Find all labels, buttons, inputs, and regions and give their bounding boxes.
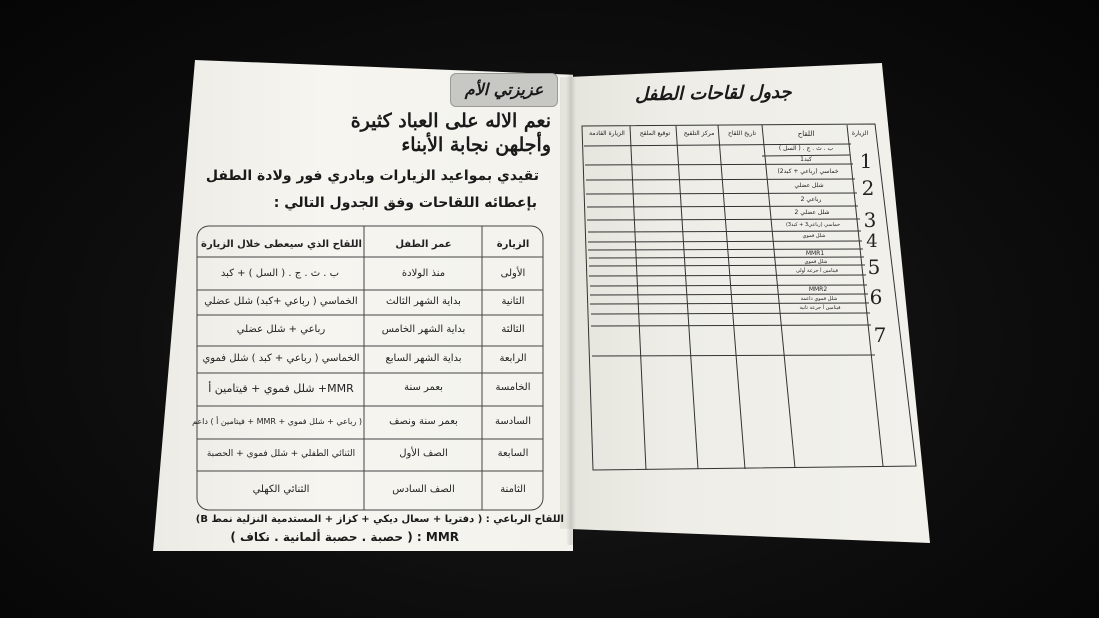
visit-number-2: 2 — [861, 176, 875, 200]
vaccine-cell-6: شلل عضلي 2 — [794, 209, 830, 216]
row-8-vaccine: الثنائي الكهلي — [252, 484, 310, 495]
header-visit: الزيارة — [496, 239, 530, 250]
vaccine-cell-14: فيتامين أ جرعة ثانية — [799, 305, 841, 311]
visit-number-7: 7 — [873, 323, 887, 347]
vaccine-cell-2: كبد1 — [800, 156, 812, 163]
visit-number-6: 6 — [869, 285, 883, 309]
vaccine-cell-11: فيتامين أ جرعة أولى — [795, 268, 839, 274]
record-header-next-visit: الزيارة القادمة — [589, 130, 625, 137]
vaccine-cell-13: شلل فموي داعمة — [800, 296, 838, 302]
record-header-signature: توقيع الملقح — [639, 130, 671, 137]
visit-number-1: 1 — [859, 149, 873, 173]
visit-number-3: 3 — [863, 208, 877, 232]
intro-line-2: بإعطائه اللقاحات وفق الجدول التالي : — [273, 195, 537, 211]
row-7-vaccine: الثنائي الطفلي + شلل فموي + الحصبة — [206, 449, 356, 459]
visit-number-4: 4 — [866, 231, 878, 252]
row-2-age: بداية الشهر الثالث — [386, 296, 461, 307]
row-6-visit: السادسة — [495, 416, 531, 427]
row-6-age: بعمر سنة ونصف — [389, 416, 458, 427]
footnote-mmr: MMR : ( حصبة . حصبة ألمانية . نكاف ) — [230, 530, 459, 544]
header-age: عمر الطفل — [395, 239, 452, 250]
row-7-visit: السابعة — [497, 448, 529, 459]
vaccine-cell-9: MMR1 — [805, 250, 825, 257]
row-4-visit: الرابعة — [499, 353, 527, 364]
row-4-age: بداية الشهر السابع — [385, 353, 462, 364]
intro-line-1: تقيدي بمواعيد الزيارات وبادري فور ولادة الطفل — [205, 168, 539, 184]
vaccine-cell-5: رباعي 2 — [800, 196, 822, 203]
visit-number-5: 5 — [867, 255, 881, 279]
row-5-age: بعمر سنة — [404, 382, 443, 393]
row-1-visit: الأولى — [500, 268, 526, 279]
vaccine-cell-4: شلل عضلي — [794, 182, 824, 189]
vaccine-cell-12: MMR2 — [808, 286, 828, 293]
row-8-age: الصف السادس — [392, 484, 455, 495]
vaccine-cell-8: شلل فموي — [802, 233, 826, 239]
vaccine-cell-3: خماسي (رباعي + كبد2) — [777, 168, 839, 175]
poem-line-1: نعم الاله على العباد كثيرة — [350, 110, 551, 132]
vaccine-cell-10: شلل فموي — [804, 259, 828, 265]
row-4-vaccine: الخماسي ( رباعي + كبد ) شلل فموي — [202, 353, 360, 364]
row-3-age: بداية الشهر الخامس — [381, 324, 466, 335]
row-7-age: الصف الأول — [399, 448, 448, 459]
record-header-date: تاريخ اللقاح — [727, 130, 757, 137]
vaccine-cell-1: ب . ث . ج . ( السل ) — [778, 145, 834, 152]
row-1-vaccine: ب . ث . ج . ( السل ) + كبد — [220, 268, 340, 279]
header-vaccine: اللقاح الذي سيعطى خلال الزيارة — [201, 239, 362, 250]
record-header-visit: الزيارة — [851, 130, 869, 137]
row-2-visit: الثانية — [501, 296, 525, 307]
row-1-age: منذ الولادة — [401, 268, 446, 279]
record-title: جدول لقاحات الطفل — [634, 81, 792, 106]
row-8-visit: الثامنة — [500, 484, 526, 495]
row-5-visit: الخامسة — [495, 382, 531, 393]
row-3-visit: الثالثة — [501, 324, 525, 335]
record-header-vaccine: اللقاح — [797, 130, 815, 138]
record-header-center: مركز التلقيح — [683, 130, 715, 137]
row-5-vaccine: MMR+ شلل فموي + فيتامين أ — [208, 382, 354, 395]
row-3-vaccine: رباعي + شلل عضلي — [236, 324, 326, 335]
row-6-vaccine: ( رباعي + شلل فموي + MMR + فيتامين أ ) داعم — [192, 417, 362, 426]
greeting-badge-text: عزيزتي الأم — [464, 80, 544, 99]
vaccine-cell-7: خماسي (رباعي3 + كبد3) — [785, 222, 841, 228]
row-2-vaccine: الخماسي ( رباعي +كبد) شلل عضلي — [204, 296, 358, 307]
poem-line-2: وأجلهن نجابة الأبناء — [401, 134, 551, 156]
footnote-quadruple: اللقاح الرباعي : ( دفتريا + سعال ديكي + كزاز + المستدمية النزلية نمط B) — [195, 514, 564, 525]
